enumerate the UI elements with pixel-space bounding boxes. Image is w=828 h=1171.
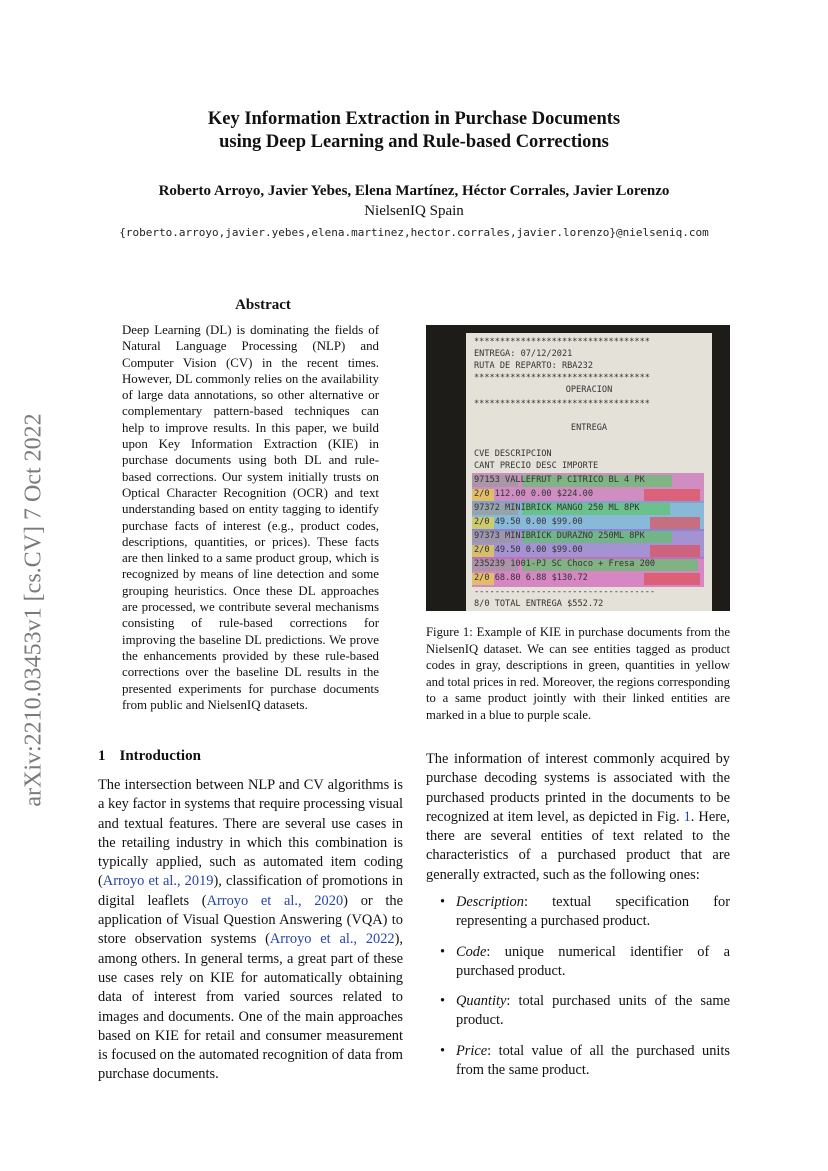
receipt-paper (466, 333, 712, 611)
section-title: Introduction (119, 748, 201, 764)
receipt-line: 235239 1001-PJ SC Choco + Fresa 200 (474, 559, 656, 569)
citation-link[interactable]: Arroyo et al., 2019 (102, 873, 214, 890)
list-item (440, 1042, 730, 1081)
title-line-1: Key Information Extraction in Purchase Documents (207, 109, 621, 129)
receipt-line: ENTREGA (570, 423, 608, 433)
receipt-line: CVE DESCRIPCION (474, 449, 552, 459)
receipt-line: ********************************** (474, 399, 650, 409)
receipt-line: ********************************** (474, 373, 650, 383)
entity-description: : textual specification for representing a purchased product. (456, 894, 730, 930)
receipt-line: 2/0 49.50 0.00 $99.00 (474, 517, 583, 527)
receipt-line: ----------------------------------- (474, 587, 656, 597)
bullet-icon: • (440, 943, 446, 960)
intro-text-d: ), among others. In general terms, a great part of these use cases rely on KIE for automatically obtaining data of interest from varied sources related to images and documents. One of the main approaches based on KIE for retail and consumer measurement is focused on the automated recognition of data from purchase documents. (98, 931, 403, 1083)
section-number: 1 (98, 748, 106, 764)
entity-highlight (650, 545, 700, 557)
receipt-line: 8/0 TOTAL ENTREGA $552.72 (474, 599, 604, 609)
section-heading (98, 748, 201, 765)
list-item (440, 943, 730, 982)
entity-term: Code (456, 943, 487, 960)
receipt-line: CANT PRECIO DESC IMPORTE (474, 461, 599, 471)
entity-list (440, 893, 730, 1091)
intro-text-b: ), classification of promotions in digital leaflets ( (98, 873, 403, 909)
receipt-line: 2/0 112.00 0.00 $224.00 (474, 489, 593, 499)
arxiv-stamp-text: arXiv:2210.03453v1 [cs.CV] 7 Oct 2022 (20, 413, 47, 807)
body-paragraph (426, 750, 730, 885)
affiliation: NielsenIQ Spain (364, 203, 464, 219)
entity-description: : total purchased units of the same product. (456, 993, 730, 1029)
intro-paragraph (98, 776, 403, 1085)
receipt-line: ENTREGA: 07/12/2021 (474, 349, 573, 359)
figure-reference-link[interactable]: 1 (683, 808, 691, 825)
bullet-icon: • (440, 1042, 446, 1059)
abstract-text: Deep Learning (DL) is dominating the fields of Natural Language Processing (NLP) and Computer Vision (CV) in the recent times. However, DL commonly relies on the availability of large data annotations, so other alternative or complementary pattern-based techniques can help to improve results. In this paper, we build upon Key Information Extraction (KIE) in purchase documents using both DL and rule-based corrections. Our system initially trusts on Optical Character Recognition (OCR) and text understanding based on entity tagging to identify purchase facts of interest (e.g., product codes, descriptions, quantities, or prices). These facts are then linked to a same product group, which is recognized by means of line detection and some grouping heuristics. Once these DL approaches are processed, we contribute several mechanisms consisting of rule-based corrections for improving the baseline DL predictions. We prove the enhancements provided by these rule-based corrections over the baseline DL results in the presented experiments for purchase documents from public and NielsenIQ datasets. (122, 323, 379, 712)
intro-text-c: ) or the application of Visual Question Answering (VQA) to store observation systems ( (98, 892, 404, 948)
entity-highlight (644, 489, 700, 501)
abstract-heading: Abstract (235, 297, 291, 313)
entity-highlight (644, 573, 700, 585)
figure-caption: Figure 1: Example of KIE in purchase documents from the NielsenIQ dataset. We can see entities tagged as product codes in gray, descriptions in green, quantities in yellow and total prices in red. Moreover, the regions corresponding to a same product jointly with their linked entities are marked in a blue to purple scale. (426, 625, 730, 722)
authors: Roberto Arroyo, Javier Yebes, Elena Martínez, Héctor Corrales, Javier Lorenzo (158, 183, 670, 199)
receipt-line: 2/0 68.80 6.88 $130.72 (474, 573, 588, 583)
receipt-line: 97153 VALLEFRUT P CITRICO BL 4 PK (474, 475, 645, 485)
entity-term: Price (456, 1042, 488, 1059)
entity-description: : total value of all the purchased units from the same product. (456, 1042, 730, 1079)
citation-link[interactable]: Arroyo et al., 2020 (206, 892, 344, 909)
entity-term: Quantity (456, 993, 507, 1010)
intro-text-a: The intersection between NLP and CV algorithms is a key factor in systems that require processing visual and textual features. There are several use cases in the retailing industry in which this combination is typically applied, such as automated item coding ( (98, 777, 403, 890)
receipt-line: 2/0 49.50 0.00 $99.00 (474, 545, 583, 555)
list-item (440, 893, 730, 932)
list-item (440, 992, 730, 1031)
entity-term: Description (456, 894, 524, 910)
title-line-2: using Deep Learning and Rule-based Corrections (219, 132, 609, 152)
paper-title (0, 108, 828, 154)
receipt-line: RUTA DE REPARTO: RBA232 (474, 361, 593, 371)
arxiv-stamp (14, 375, 54, 845)
entity-highlight (650, 517, 700, 529)
body-text-a: The information of interest commonly acquired by purchase decoding systems is associated with the purchased products printed in the documents to be recognized at item level, as depicted in Fig. (426, 751, 730, 825)
citation-link[interactable]: Arroyo et al., 2022 (269, 931, 395, 948)
receipt-line: 97372 MINIBRICK MANGO 250 ML 8PK (474, 503, 640, 513)
author-emails: {roberto.arroyo,javier.yebes,elena.martinez,hector.corrales,javier.lorenzo}@nielseniq.com (119, 226, 709, 239)
receipt-line: OPERACION (565, 385, 613, 395)
body-text-b: . Here, there are several entities of text related to the characteristics of a purchased product that are generally extracted, such as the following ones: (426, 808, 730, 883)
bullet-icon: • (440, 993, 446, 1010)
receipt-line: ********************************** (474, 337, 650, 347)
receipt-line: 97373 MINIBRICK DURAZNO 250ML 8PK (474, 531, 645, 541)
entity-description: : unique numerical identifier of a purchased product. (456, 943, 730, 979)
bullet-icon: • (440, 894, 446, 910)
figure-receipt-image (426, 325, 730, 611)
